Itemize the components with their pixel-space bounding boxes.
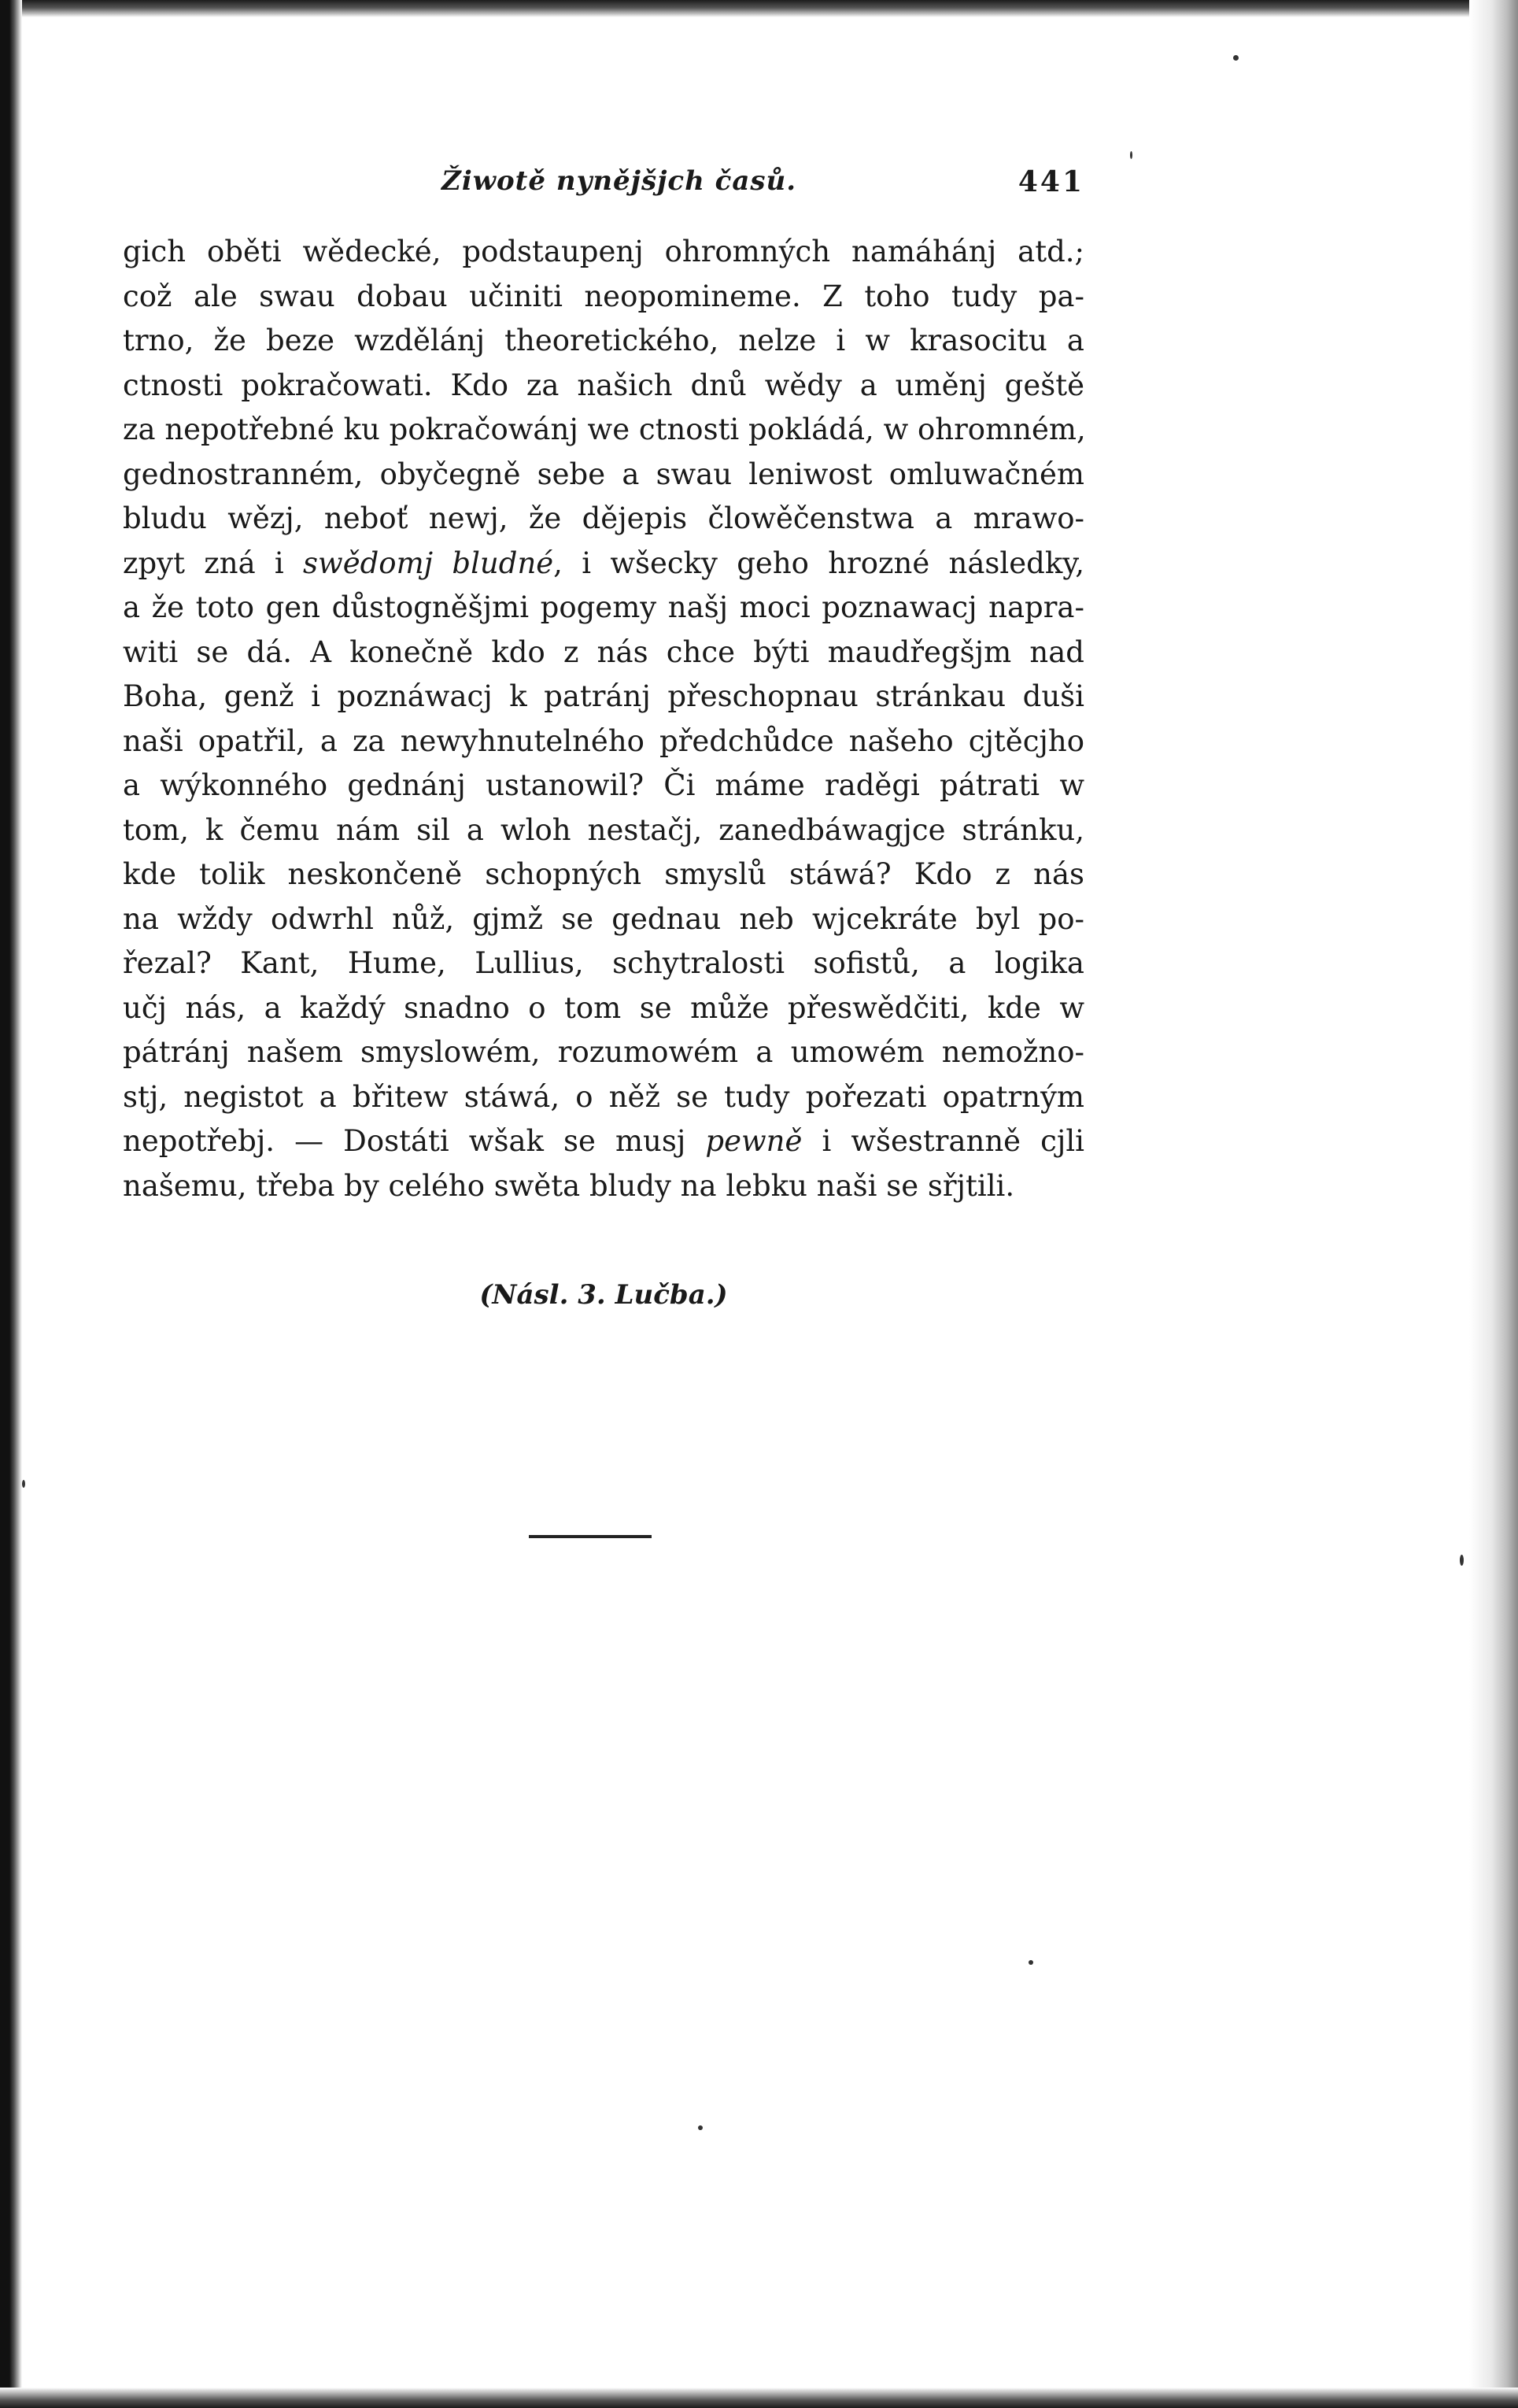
text-line: řezal? Kant, Hume, Lullius, schytralosti sofistů, a logika (123, 946, 1084, 980)
text-line: pátránj našem smyslowém, rozumowém a umowém nemožno- (123, 1035, 1084, 1069)
running-title: Žiwotě nynějšjch časů. (441, 165, 797, 197)
body-text (123, 230, 1084, 1208)
scan-speck (1233, 55, 1239, 61)
italic-word: pewně (705, 1124, 803, 1158)
text-line: bludu wězj, neboť newj, že dějepis člowěčenstwa a mrawo- (123, 501, 1084, 535)
scan-speck (1029, 1960, 1033, 1965)
text-line: za nepotřebné ku pokračowánj we ctnosti pokládá, w ohromném, (123, 412, 1086, 446)
horizontal-rule (529, 1535, 652, 1538)
text-line: ctnosti pokračowati. Kdo za našich dnů wědy a uměnj geště (123, 368, 1084, 402)
text-line: a že toto gen důstogněšjmi pogemy našj moci poznawacj napra- (123, 590, 1084, 624)
text-line: Boha, genž i poznáwacj k patránj přeschopnau stránkau duši (123, 679, 1084, 713)
text-line: na wždy odwrhl nůž, gjmž se gednau neb wjcekráte byl po- (123, 901, 1084, 936)
text-line: zpyt zná i swědomj bludné, i wšecky geho hrozné následky, (123, 546, 1084, 580)
text-line: naši opatřil, a za newyhnutelného předchůdce našeho cjtěcjho (123, 723, 1084, 758)
italic-phrase: swědomj bludné (303, 546, 554, 580)
text-line: trno, že beze wzdělánj theoretického, nelze i w krasocitu a (123, 324, 1084, 357)
scan-left-border (0, 0, 22, 2408)
continuation-note: (Násl. 3. Lučba.) (479, 1279, 728, 1311)
text-line: našemu, třeba by celého swěta bludy na lebku naši se sřjtili. (123, 1168, 1015, 1203)
scan-speck (698, 2125, 703, 2130)
scan-speck (22, 1480, 25, 1488)
page-header (123, 157, 1084, 205)
scan-bottom-border (0, 2388, 1518, 2408)
text-line: nepotřebj. — Dostáti wšak se musj pewně i wšestranně cjli (123, 1124, 1084, 1158)
text-line: a wýkonného gednánj ustanowil? Či máme raděgi pátrati w (123, 768, 1084, 802)
scan-speck (1460, 1555, 1464, 1566)
text-line: tom, k čemu nám sil a wloh nestačj, zanedbáwagjce stránku, (123, 812, 1084, 847)
text-line: což ale swau dobau učiniti neopomineme. Z toho tudy pa- (123, 279, 1084, 313)
text-line: kde tolik neskončeně schopných smyslů stáwá? Kdo z nás (123, 857, 1084, 891)
text-line: stj, negistot a břitew stáwá, o něž se tudy pořezati opatrným (123, 1079, 1084, 1114)
text-line: gednostranném, obyčegně sebe a swau leniwost omluwačném (123, 457, 1084, 491)
text-line: učj nás, a každý snadno o tom se může přeswědčiti, kde w (123, 990, 1084, 1025)
scan-right-border (1469, 0, 1518, 2408)
scan-top-border (0, 0, 1518, 17)
page-number: 441 (1018, 165, 1084, 198)
text-line: witi se dá. A konečně kdo z nás chce býti maudřegšjm nad (123, 634, 1084, 669)
scan-speck (1130, 151, 1132, 159)
text-line: gich oběti wědecké, podstaupenj ohromných namáhánj atd.; (123, 235, 1084, 268)
